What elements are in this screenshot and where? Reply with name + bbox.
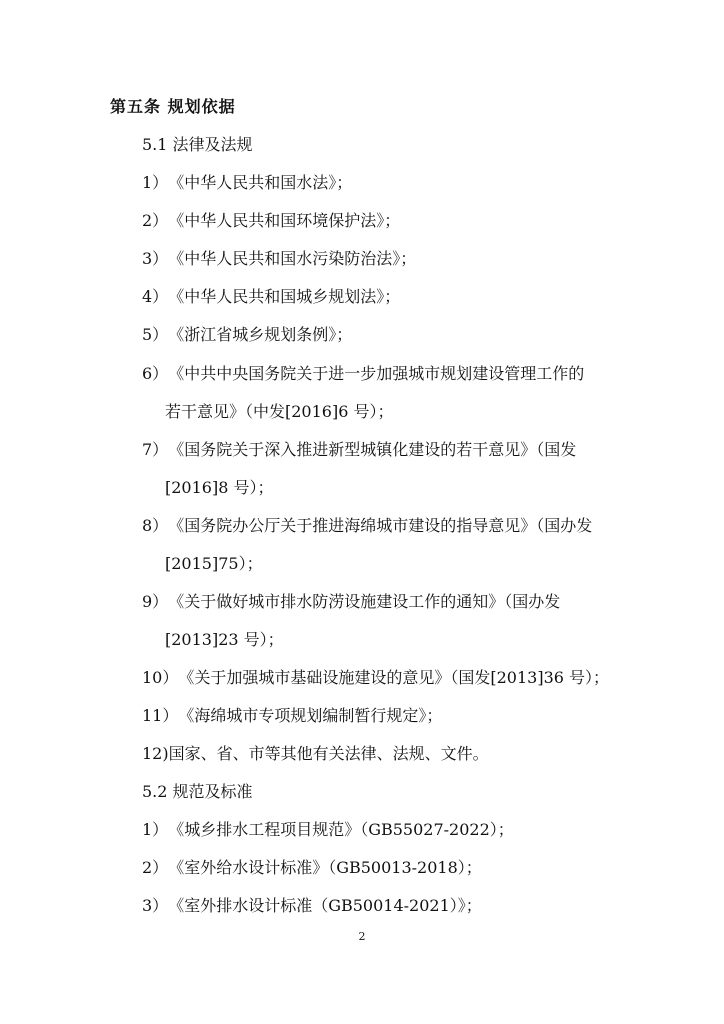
list-number: 10） — [142, 668, 179, 687]
list-item-continuation: [2013]23 号）； — [165, 630, 284, 649]
list-item — [142, 440, 576, 460]
list-number: 1） — [142, 820, 169, 839]
list-text: 国家、省、市等其他有关法律、法规、文件。 — [168, 744, 489, 763]
list-item-continuation: [2015]75）； — [165, 554, 263, 573]
page-number: 2 — [358, 930, 366, 943]
list-item — [142, 668, 609, 688]
list-item — [142, 516, 592, 536]
list-text: 《国务院办公厅关于推进海绵城市建设的指导意见》（国办发 — [168, 516, 593, 535]
list-number: 12) — [142, 744, 169, 763]
list-item — [142, 896, 482, 916]
list-text: 《浙江省城乡规划条例》； — [168, 325, 353, 344]
list-number: 6） — [142, 364, 169, 383]
list-number: 1） — [142, 173, 169, 192]
list-text: 《海绵城市专项规划编制暂行规定》； — [178, 706, 443, 725]
list-item — [142, 820, 514, 840]
list-text: 《关于做好城市排水防涝设施建设工作的通知》（国办发 — [168, 592, 561, 611]
list-number: 7） — [142, 440, 169, 459]
list-item-continuation: [2016]8 号）； — [165, 478, 274, 497]
list-number: 5） — [142, 325, 169, 344]
article-title: 第五条 规划依据 — [110, 97, 236, 116]
list-text: 《关于加强城市基础设施建设的意见》（国发[2013]36 号）； — [178, 668, 610, 687]
list-number: 2） — [142, 858, 169, 877]
list-number: 2） — [142, 211, 169, 230]
list-item — [142, 858, 482, 878]
list-text: 《中华人民共和国环境保护法》； — [168, 211, 401, 230]
list-number: 9） — [142, 592, 169, 611]
list-item — [142, 325, 352, 345]
section-heading-standards: 5.2 规范及标准 — [142, 782, 253, 801]
list-item — [142, 706, 442, 726]
list-text: 《中共中央国务院关于进一步加强城市规划建设管理工作的 — [168, 364, 585, 383]
list-text: 《室外排水设计标准（GB50014-2021）》； — [168, 896, 482, 915]
list-item — [142, 364, 584, 384]
list-text: 《城乡排水工程项目规范》（GB55027-2022）； — [168, 820, 514, 839]
list-text: 《中华人民共和国城乡规划法》； — [168, 287, 401, 306]
list-text: 《中华人民共和国水法》； — [168, 173, 353, 192]
list-number: 3） — [142, 249, 169, 268]
list-text: 《中华人民共和国水污染防治法》； — [168, 249, 417, 268]
list-item-continuation: 若干意见》（中发[2016]6 号）； — [165, 402, 394, 421]
list-number: 3） — [142, 896, 169, 915]
list-text: 《国务院关于深入推进新型城镇化建设的若干意见》（国发 — [168, 440, 577, 459]
list-number: 4） — [142, 287, 169, 306]
list-number: 11） — [142, 706, 179, 725]
list-item — [142, 173, 352, 193]
list-item — [142, 592, 560, 612]
list-item — [142, 249, 416, 269]
section-heading-laws: 5.1 法律及法规 — [142, 135, 253, 154]
list-item — [142, 287, 400, 307]
list-item — [142, 744, 489, 764]
list-item — [142, 211, 400, 231]
list-text: 《室外给水设计标准》（GB50013-2018）； — [168, 858, 482, 877]
list-number: 8） — [142, 516, 169, 535]
